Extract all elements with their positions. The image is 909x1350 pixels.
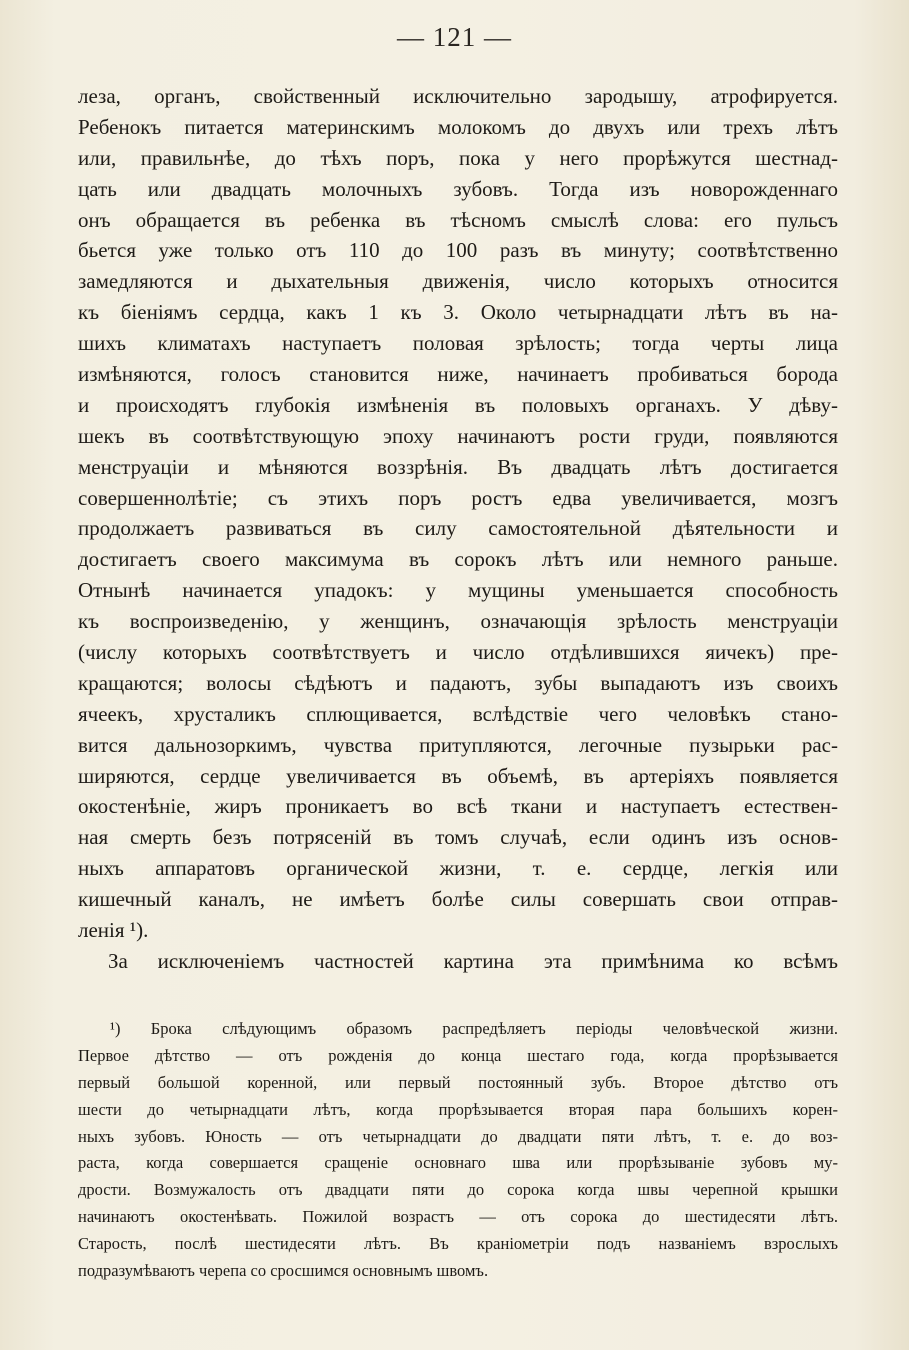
footnote-line: дрости. Возмужалость отъ двадцати пяти до сорока когда швы черепной крышки [78, 1180, 838, 1200]
text-line: и происходятъ глубокія измѣненія въ половыхъ органахъ. У дѣву- [78, 392, 838, 417]
text-line: достигаетъ своего максимума въ сорокъ лѣтъ или немного раньше. [78, 547, 838, 572]
text-line: леза, органъ, свойственный исключительно зародышу, атрофируется. [78, 84, 838, 108]
text-line: кращаются; волосы сѣдѣютъ и падаютъ, зубы выпадаютъ изъ своихъ [78, 670, 838, 695]
text-line: окостенѣніе, жиръ проникаетъ во всѣ ткани и наступаетъ естествен- [78, 794, 838, 819]
footnote-line: ныхъ зубовъ. Юность — отъ четырнадцати до двадцати пяти лѣтъ, т. е. до воз- [78, 1126, 838, 1146]
footnote-line: шести до четырнадцати лѣтъ, когда прорѣзывается вторая пара большихъ корен- [78, 1099, 838, 1119]
text-line: онъ обращается въ ребенка въ тѣсномъ смыслѣ слова: его пульсъ [78, 207, 838, 232]
text-line: къ біеніямъ сердца, какъ 1 къ 3. Около четырнадцати лѣтъ въ на- [78, 300, 838, 325]
text-line: къ воспроизведенію, у женщинъ, означающія зрѣлость менструаціи [78, 609, 838, 634]
text-line: ленія ¹). [78, 918, 149, 943]
footnotes [78, 1016, 838, 1285]
text-line: цать или двадцать молочныхъ зубовъ. Тогда изъ новорожденнаго [78, 176, 838, 201]
text-line: продолжаетъ развиваться въ силу самостоятельной дѣятельности и [78, 516, 838, 541]
text-line: Отнынѣ начинается упадокъ: у мущины уменьшается способность [78, 578, 838, 603]
text-line: За исключеніемъ частностей картина эта примѣнима ко всѣмъ [108, 948, 838, 973]
footnote-line: начинаютъ окостенѣвать. Пожилой возрастъ — отъ сорока до шестидесяти лѣтъ. [78, 1207, 838, 1227]
text-line: вится дальнозоркимъ, чувства притупляются, легочные пузырьки рас- [78, 732, 838, 757]
text-line: шихъ климатахъ наступаетъ половая зрѣлость; тогда черты лица [78, 331, 838, 356]
footnote-line: первый большой коренной, или первый постоянный зубъ. Второе дѣтство отъ [78, 1072, 838, 1092]
text-line: ная смерть безъ потрясеній въ томъ случаѣ, если одинъ изъ основ- [78, 825, 838, 850]
text-line: замедляются и дыхательныя движенія, число которыхъ относится [78, 269, 838, 294]
footnote-line: Первое дѣтство — отъ рожденія до конца шестаго года, когда прорѣзывается [78, 1045, 838, 1065]
main-text [78, 81, 838, 977]
text-line: Ребенокъ питается материнскимъ молокомъ до двухъ или трехъ лѣтъ [78, 114, 838, 139]
text-line: бьется уже только отъ 110 до 100 разъ въ минуту; соотвѣтственно [78, 238, 838, 263]
footnote-line: ¹) Брока слѣдующимъ образомъ распредѣляетъ періоды человѣческой жизни. [110, 1019, 838, 1038]
text-line: ячеекъ, хрусталикъ сплющивается, вслѣдствіе чего человѣкъ стано- [78, 701, 838, 726]
page-number: — 121 — [397, 22, 512, 52]
text-line: совершеннолѣтіе; съ этихъ поръ ростъ едва увеличивается, мозгъ [78, 485, 838, 510]
text-line: кишечный каналъ, не имѣетъ болѣе силы совершать свои отправ- [78, 887, 838, 912]
text-line: менструаціи и мѣняются воззрѣнія. Въ двадцать лѣтъ достигается [78, 454, 838, 479]
footnote-line: подразумѣваютъ черепа со сросшимся основнымъ швомъ. [78, 1261, 489, 1281]
footnote-line: раста, когда совершается сращеніе основнаго шва или прорѣзываніе зубовъ му- [78, 1153, 838, 1173]
text-line: (числу которыхъ соотвѣтствуетъ и число отдѣлившихся яичекъ) пре- [78, 640, 838, 665]
text-line: ширяются, сердце увеличивается въ объемѣ, въ артеріяхъ появляется [78, 763, 838, 788]
footnote-line: Старость, послѣ шестидесяти лѣтъ. Въ краніометріи подъ названіемъ взрослыхъ [78, 1234, 838, 1254]
text-line: ныхъ аппаратовъ органической жизни, т. е. сердце, легкія или [78, 856, 838, 881]
text-line: или, правильнѣе, до тѣхъ поръ, пока у него прорѣжутся шестнад- [78, 145, 838, 170]
text-line: измѣняются, голосъ становится ниже, начинаетъ пробиваться борода [78, 362, 838, 387]
text-line: шекъ въ соотвѣтствующую эпоху начинаютъ рости груди, появляются [78, 423, 838, 448]
